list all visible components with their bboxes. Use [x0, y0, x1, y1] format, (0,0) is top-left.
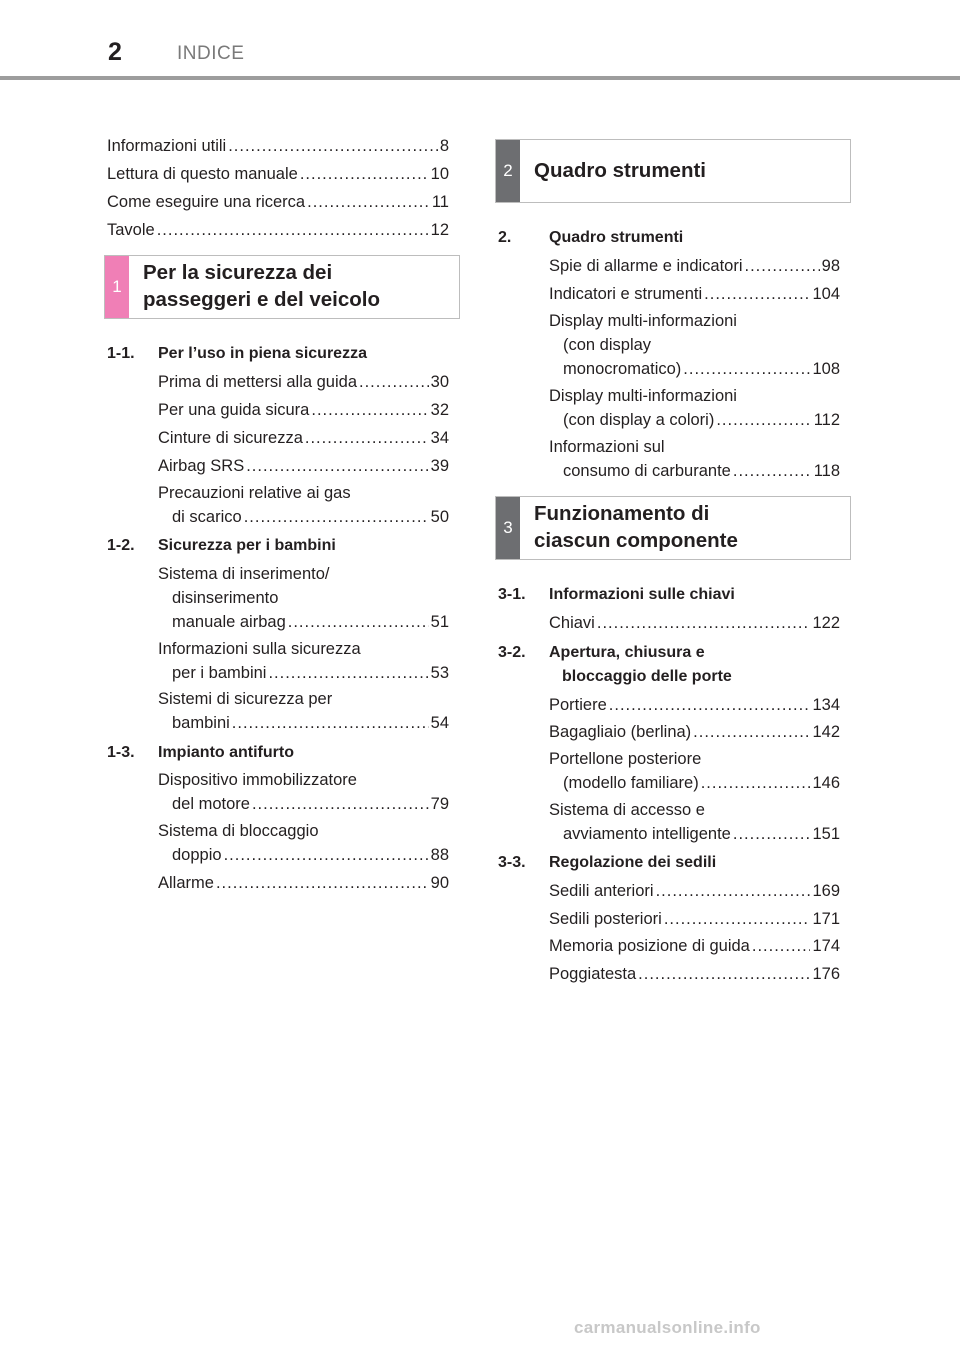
toc-entry[interactable]: Sistema di bloccaggio doppio ..... 88	[158, 819, 449, 867]
page-header	[0, 0, 960, 80]
toc-entry[interactable]: Sistema di inserimento/ disinserimento manuale airbag ..... 51	[158, 562, 449, 634]
toc-entry[interactable]: Display multi-informazioni (con display a colori) ..... 112	[549, 384, 840, 432]
chapter-title: Funzionamento di ciascun componente	[534, 502, 738, 552]
toc-entry[interactable]: Poggiatesta ..... 176	[549, 962, 840, 986]
header-rule	[0, 76, 960, 80]
page-number: 2	[108, 38, 122, 66]
chapter-title: Per la sicurezza dei passeggeri e del veicolo	[143, 261, 380, 311]
toc-entry[interactable]: Informazioni utili ..... 8	[107, 134, 449, 158]
toc-entry[interactable]: Informazioni sul consumo di carburante ..... 118	[549, 435, 840, 483]
toc-entry[interactable]: Dispositivo immobilizzatore del motore ..... 79	[158, 768, 449, 816]
toc-entry[interactable]: Allarme ..... 90	[158, 871, 449, 895]
toc-entry[interactable]: Portellone posteriore (modello familiare) ..... 146	[549, 747, 840, 795]
toc-entry[interactable]: Lettura di questo manuale ..... 10	[107, 162, 449, 186]
chapter-2-box[interactable]	[495, 139, 851, 203]
chapter-tab: 2	[496, 140, 520, 202]
chapter-tab: 1	[105, 256, 129, 318]
toc-entry[interactable]: Come eseguire una ricerca ..... 11	[107, 190, 449, 214]
toc-entry[interactable]: Per una guida sicura ..... 32	[158, 398, 449, 422]
toc-entry[interactable]: Memoria posizione di guida ..... 174	[549, 934, 840, 958]
toc-entry[interactable]: Tavole ..... 12	[107, 218, 449, 242]
toc-entry[interactable]: Sistemi di sicurezza per bambini ..... 54	[158, 687, 449, 735]
toc-entry[interactable]: Sedili anteriori ..... 169	[549, 879, 840, 903]
toc-entry[interactable]: Sedili posteriori ..... 171	[549, 907, 840, 931]
toc-entry[interactable]: Informazioni sulla sicurezza per i bambini ..... 53	[158, 637, 449, 685]
toc-entry[interactable]: Airbag SRS ..... 39	[158, 454, 449, 478]
toc-entry[interactable]: Sistema di accesso e avviamento intelligente ..... 151	[549, 798, 840, 846]
toc-entry[interactable]: Portiere ..... 134	[549, 693, 840, 717]
toc-entry[interactable]: Display multi-informazioni (con display monocromatico) ..... 108	[549, 309, 840, 381]
chapter-1-box[interactable]	[104, 255, 460, 319]
toc-entry[interactable]: Bagagliaio (berlina) ..... 142	[549, 720, 840, 744]
watermark: carmanualsonline.info	[574, 1318, 761, 1337]
chapter-title: Quadro strumenti	[534, 159, 706, 182]
running-title: INDICE	[177, 43, 245, 64]
toc-entry[interactable]: Indicatori e strumenti ..... 104	[549, 282, 840, 306]
toc-entry[interactable]: Chiavi ..... 122	[549, 611, 840, 635]
toc-entry[interactable]: Spie di allarme e indicatori ..... 98	[549, 254, 840, 278]
toc-entry[interactable]: Prima di mettersi alla guida ..... 30	[158, 370, 449, 394]
toc-entry[interactable]: Precauzioni relative ai gas di scarico ..... 50	[158, 481, 449, 529]
chapter-3-box[interactable]	[495, 496, 851, 560]
toc-entry[interactable]: Cinture di sicurezza ..... 34	[158, 426, 449, 450]
chapter-tab: 3	[496, 497, 520, 559]
